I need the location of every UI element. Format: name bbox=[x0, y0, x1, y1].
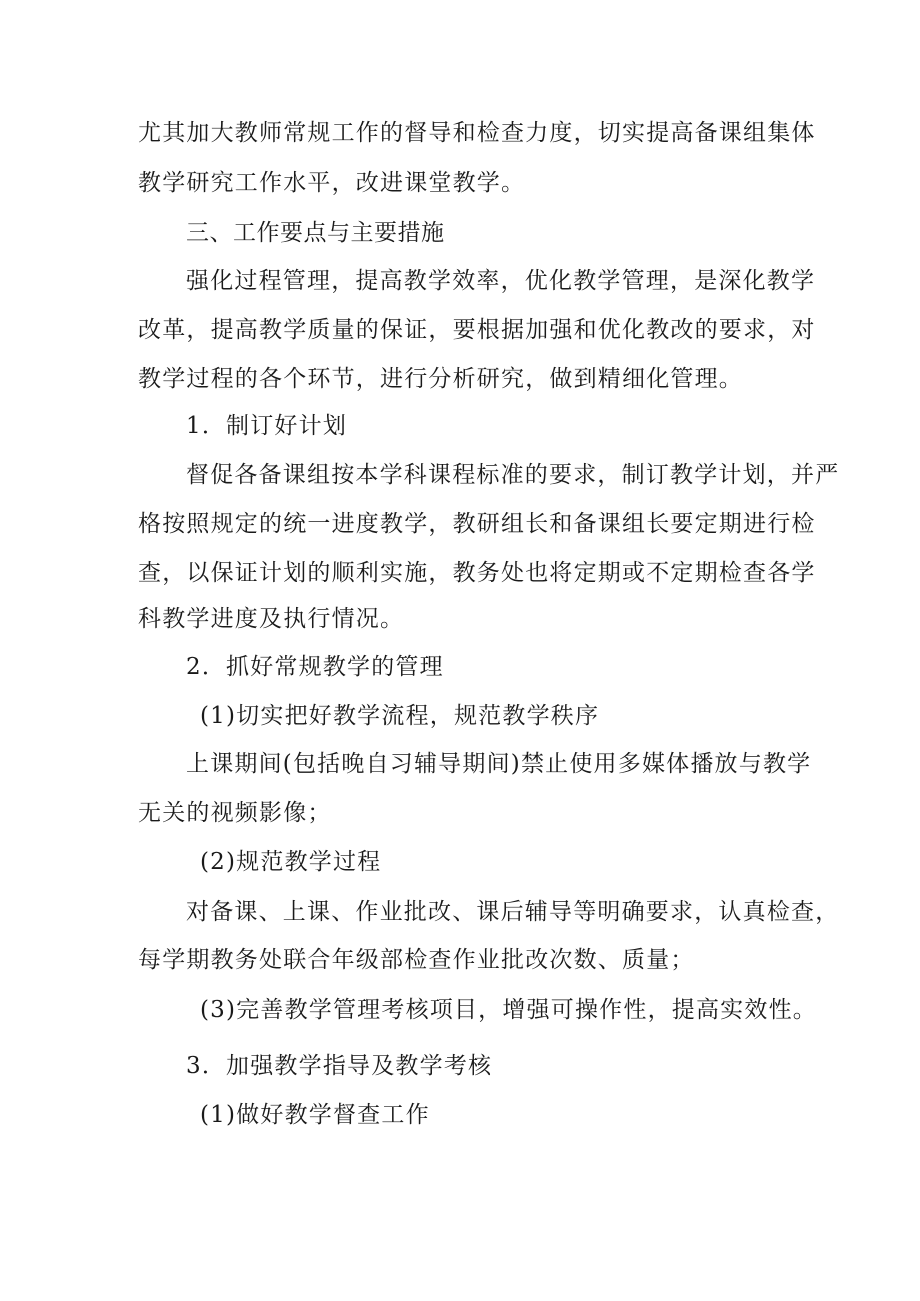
paragraph-line: 上课期间(包括晚自习辅导期间)禁止使用多媒体播放与教学 bbox=[186, 751, 812, 777]
paragraph-line: 教学研究工作水平，改进课堂教学。 bbox=[138, 170, 526, 196]
subsection-heading: 1．制订好计划 bbox=[186, 413, 348, 439]
list-item-heading: (1)做好教学督查工作 bbox=[200, 1102, 430, 1128]
paragraph-line: 改革，提高教学质量的保证，要根据加强和优化教改的要求，对 bbox=[138, 317, 816, 343]
section-heading: 三、工作要点与主要措施 bbox=[186, 220, 445, 246]
paragraph-line: 科教学进度及执行情况。 bbox=[138, 606, 405, 632]
paragraph-line: 对备课、上课、作业批改、课后辅导等明确要求，认真检查， bbox=[186, 899, 840, 925]
paragraph-line: 督促各备课组按本学科课程标准的要求，制订教学计划，并严 bbox=[186, 462, 840, 488]
paragraph-line: 无关的视频影像； bbox=[138, 800, 332, 826]
list-item-heading: (3)完善教学管理考核项目，增强可操作性，提高实效性。 bbox=[200, 997, 817, 1023]
list-item-heading: (2)规范教学过程 bbox=[200, 849, 382, 875]
subsection-heading: 2．抓好常规教学的管理 bbox=[186, 654, 444, 680]
paragraph-line: 查，以保证计划的顺利实施，教务处也将定期或不定期检查各学 bbox=[138, 560, 816, 586]
list-item-heading: (1)切实把好教学流程，规范教学秩序 bbox=[200, 703, 600, 729]
paragraph-line: 格按照规定的统一进度教学，教研组长和备课组长要定期进行检 bbox=[138, 511, 816, 537]
paragraph-line: 尤其加大教师常规工作的督导和检查力度，切实提高备课组集体 bbox=[138, 120, 816, 146]
paragraph-line: 每学期教务处联合年级部检查作业批改次数、质量； bbox=[138, 947, 695, 973]
subsection-heading: 3．加强教学指导及教学考核 bbox=[186, 1053, 493, 1079]
paragraph-line: 强化过程管理，提高教学效率，优化教学管理，是深化教学 bbox=[186, 268, 816, 294]
paragraph-line: 教学过程的各个环节，进行分析研究，做到精细化管理。 bbox=[138, 366, 743, 392]
